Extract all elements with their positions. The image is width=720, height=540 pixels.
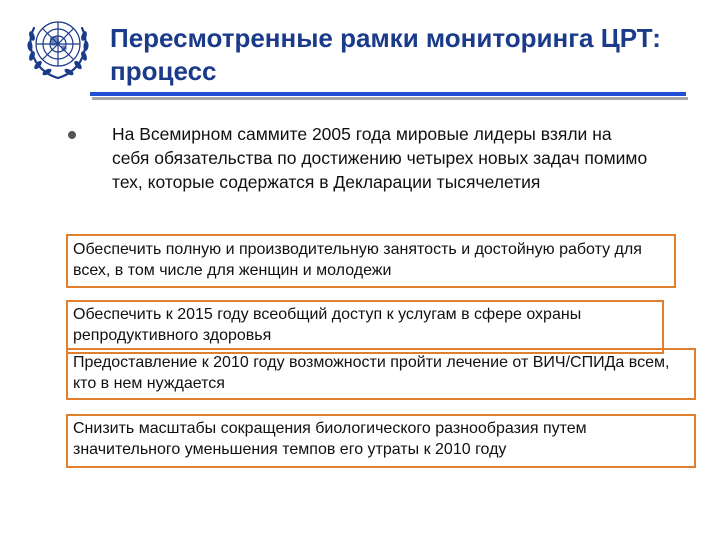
target-box-biodiversity: Снизить масштабы сокращения биологического разнообразия путем значительного уменьшения темпов его утраты к 2010 году xyxy=(66,414,696,468)
title-divider-shadow xyxy=(92,97,688,100)
title-divider-blue xyxy=(90,92,686,96)
target-box-hiv-treatment: Предоставление к 2010 году возможности пройти лечение от ВИЧ/СПИДа всем, кто в нем нуждается xyxy=(66,348,696,400)
title-divider xyxy=(90,92,686,102)
target-box-reproductive-health: Обеспечить к 2015 году всеобщий доступ к услугам в сфере охраны репродуктивного здоровья xyxy=(66,300,664,354)
un-emblem-icon xyxy=(20,10,96,86)
bullet-icon xyxy=(68,131,76,139)
bullet-text: На Всемирном саммите 2005 года мировые лидеры взяли на себя обязательства по достижению четырех новых задач помимо тех, которые содержатся в Декларации тысячелетия xyxy=(112,124,648,192)
target-box-employment: Обеспечить полную и производительную занятость и достойную работу для всех, в том числе для женщин и молодежи xyxy=(66,234,676,288)
page-title: Пересмотренные рамки мониторинга ЦРТ: процесс xyxy=(110,23,661,86)
